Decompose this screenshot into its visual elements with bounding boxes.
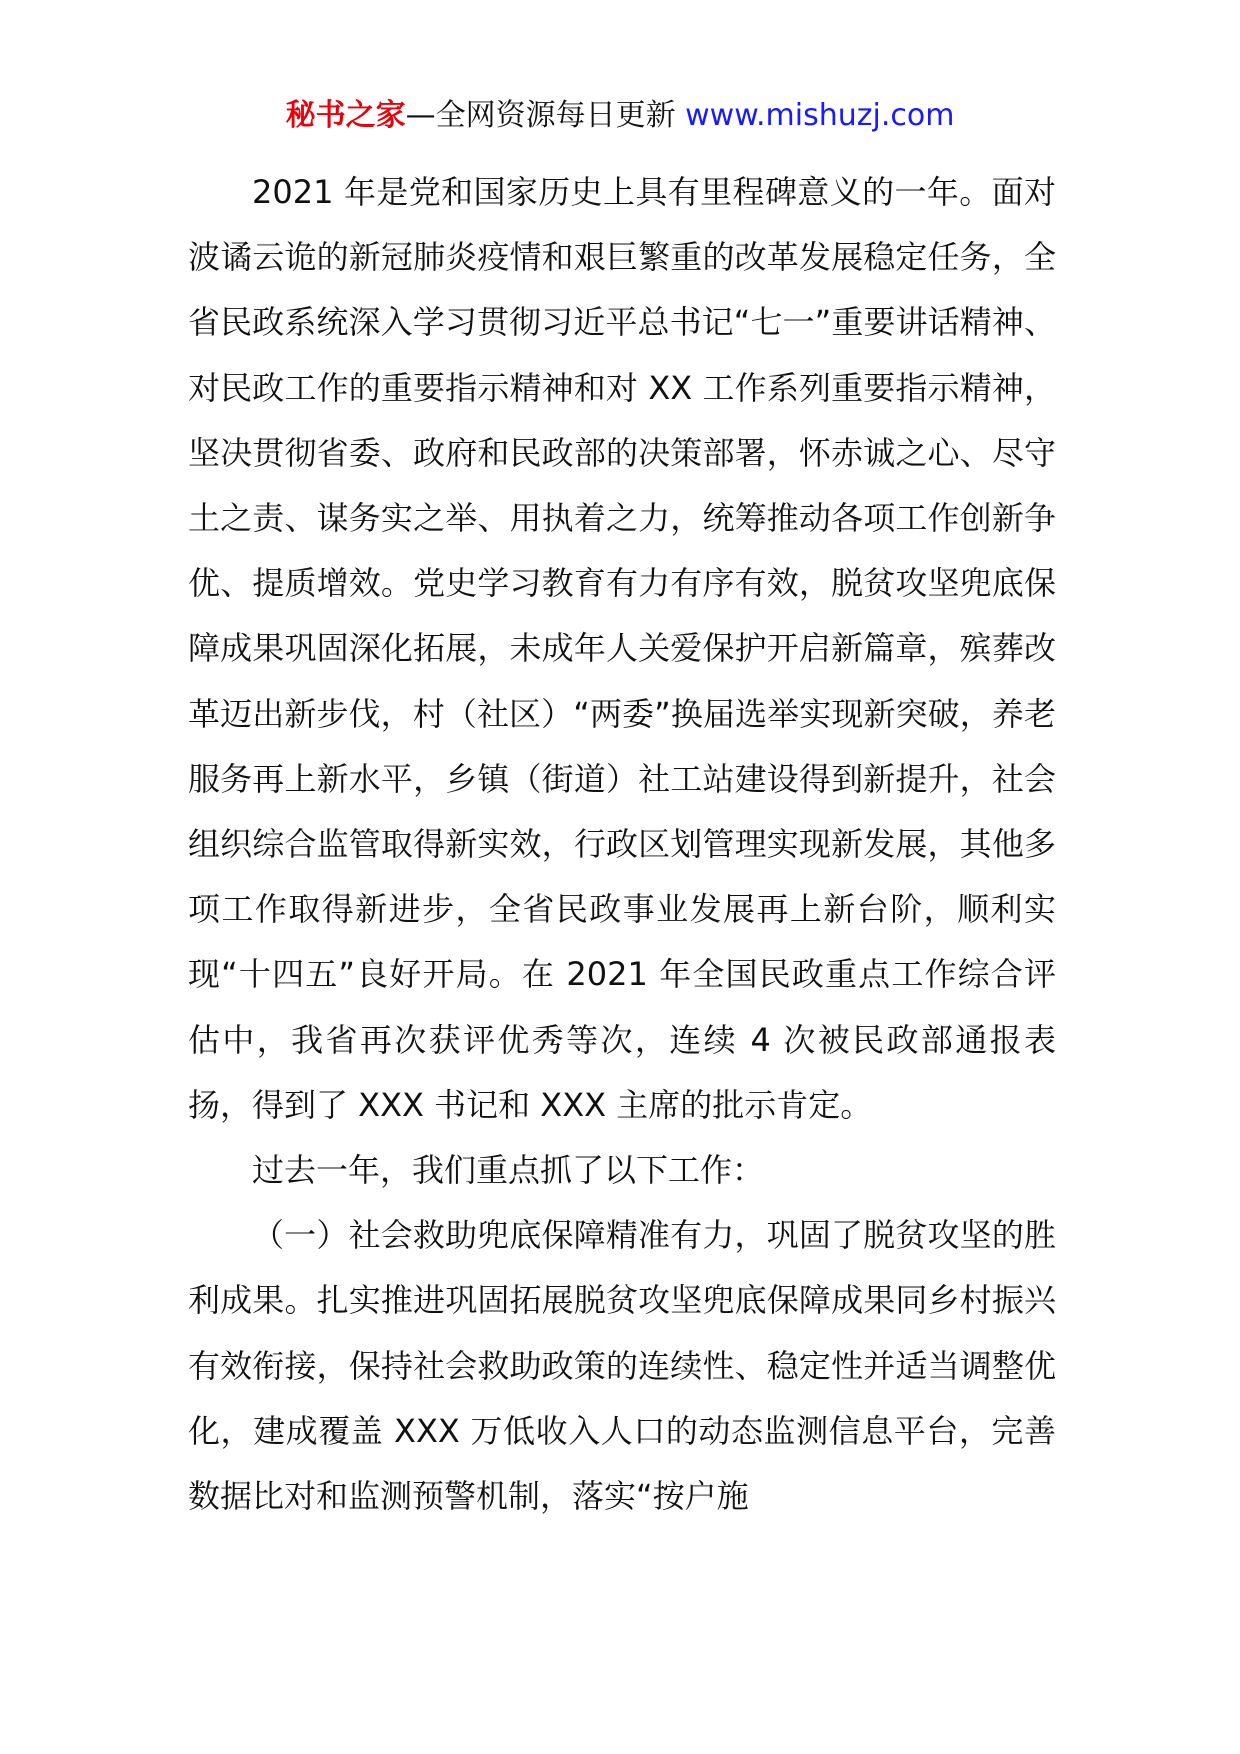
site-url-link[interactable]: www.mishuzj.com: [685, 98, 955, 133]
paragraph-section-one: （一）社会救助兜底保障精准有力，巩固了脱贫攻坚的胜利成果。扎实推进巩固拓展脱贫攻坚兜底保障成果同乡村振兴有效衔接，保持社会救助政策的连续性、稳定性并适当调整优化，建成覆盖 XXX 万低收入人口的动态监测信息平台，完善数据比对和监测预警机制，落实“按户施: [188, 1216, 1056, 1516]
site-tagline: —全网资源每日更新: [405, 98, 676, 133]
site-header: [0, 96, 1240, 136]
document-body: [188, 160, 1056, 1529]
paragraph-intro: 2021 年是党和国家历史上具有里程碑意义的一年。面对波谲云诡的新冠肺炎疫情和艰巨繁重的改革发展稳定任务，全省民政系统深入学习贯彻习近平总书记“七一”重要讲话精神、对民政工作的重要指示精神和对 XX 工作系列重要指示精神，坚决贯彻省委、政府和民政部的决策部署，怀赤诚之心、尽守土之责、谋务实之举、用执着之力，统筹推动各项工作创新争优、提质增效。党史学习教育有力有序有效，脱贫攻坚兜底保障成果巩固深化拓展，未成年人关爱保护开启新篇章，殡葬改革迈出新步伐，村（社区）“两委”换届选举实现新突破，养老服务再上新水平，乡镇（街道）社工站建设得到新提升，社会组织综合监管取得新实效，行政区划管理实现新发展，其他多项工作取得新进步，全省民政事业发展再上新台阶，顺利实现“十四五”良好开局。在 2021 年全国民政重点工作综合评估中，我省再次获评优秀等次，连续 4 次被民政部通报表扬，得到了 XXX 书记和 XXX 主席的批示肯定。: [188, 173, 1056, 1124]
site-brand: 秘书之家: [285, 98, 406, 133]
paragraph-summary-lead: 过去一年，我们重点抓了以下工作：: [252, 1151, 765, 1190]
